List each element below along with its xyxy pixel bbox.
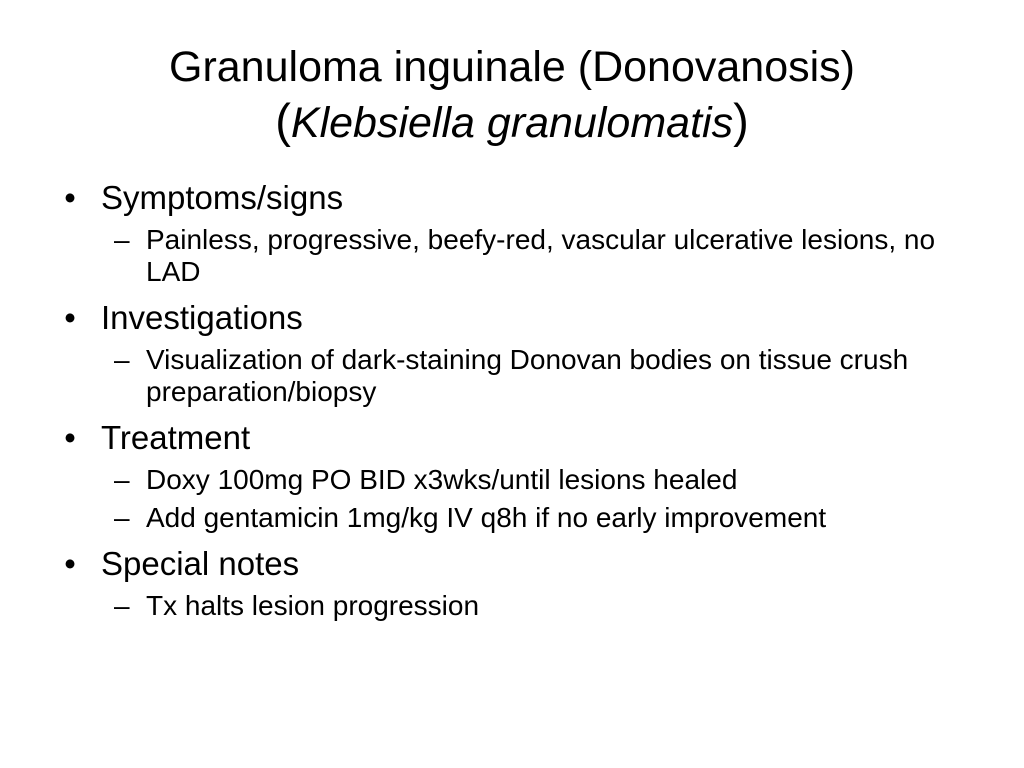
dash-icon: – — [114, 344, 130, 375]
title-open-paren: ( — [275, 94, 291, 147]
title-line-2 — [60, 94, 964, 150]
bullet-heading: Special notes — [101, 545, 300, 582]
bullet-heading: Symptoms/signs — [101, 179, 344, 216]
bullet-icon: • — [64, 179, 76, 216]
sub-bullet — [114, 224, 980, 288]
dash-icon: – — [114, 224, 130, 255]
bullet-icon: • — [64, 419, 76, 456]
sub-bullet-text: Add gentamicin 1mg/kg IV q8h if no early improvement — [146, 502, 827, 533]
slide-body — [60, 178, 980, 632]
bullet-heading: Investigations — [101, 299, 303, 336]
dash-icon: – — [114, 590, 130, 621]
sub-bullet — [114, 502, 980, 534]
bullet-investigations — [60, 298, 980, 338]
title-organism-name: Klebsiella granulomatis — [290, 99, 734, 147]
bullet-icon: • — [64, 299, 76, 336]
sub-bullet — [114, 344, 980, 408]
dash-icon: – — [114, 502, 130, 533]
sub-bullet-text: Visualization of dark-staining Donovan bodies on tissue crush preparation/biopsy — [146, 344, 909, 407]
bullet-treatment — [60, 418, 980, 458]
sub-bullet — [114, 590, 980, 622]
bullet-heading: Treatment — [101, 419, 251, 456]
title-close-paren: ) — [733, 94, 749, 147]
bullet-symptoms-signs — [60, 178, 980, 218]
slide-title — [60, 40, 964, 150]
sub-bullet-text: Painless, progressive, beefy-red, vascular ulcerative lesions, no LAD — [146, 224, 936, 287]
sub-bullet-text: Doxy 100mg PO BID x3wks/until lesions healed — [146, 464, 738, 495]
sub-bullet-text: Tx halts lesion progression — [146, 590, 480, 621]
bullet-icon: • — [64, 545, 76, 582]
dash-icon: – — [114, 464, 130, 495]
title-line-1: Granuloma inguinale (Donovanosis) — [169, 43, 855, 91]
sub-bullet — [114, 464, 980, 496]
bullet-special-notes — [60, 544, 980, 584]
